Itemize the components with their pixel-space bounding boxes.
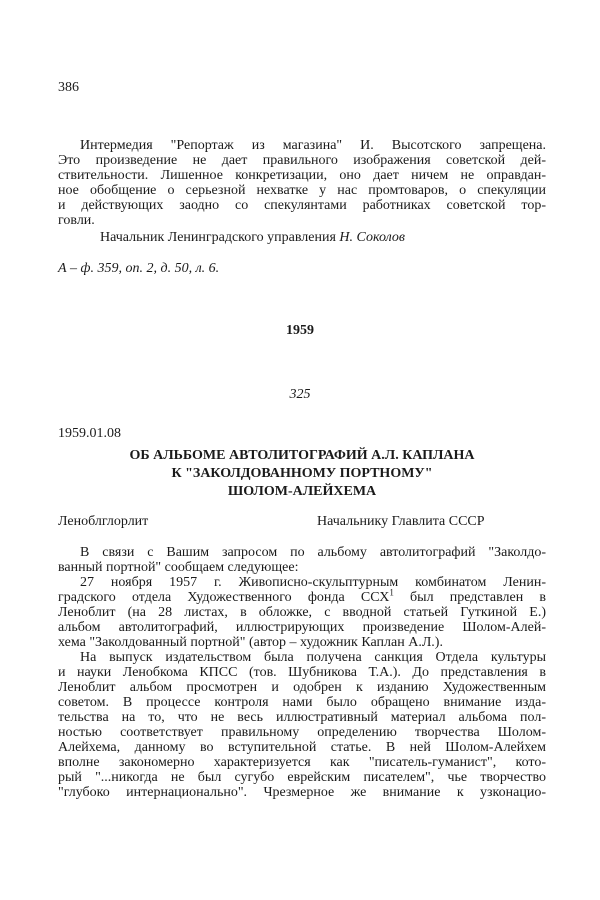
- footnote-marker[interactable]: 1: [389, 587, 394, 598]
- previous-document-text: [58, 138, 546, 245]
- text-line: На выпуск издательством была получена санкция Отдела культуры: [80, 650, 546, 665]
- signature-title: Начальник Ленинградского управления: [100, 230, 336, 245]
- title-line: ОБ АЛЬБОМЕ АВТОЛИТОГРАФИЙ А.Л. КАПЛАНА: [129, 448, 475, 463]
- document-title: [58, 447, 546, 501]
- text-line: Леноблит (на 28 листах, в обложке, с вводной статьей Гуткиной Е.): [58, 605, 546, 620]
- text-line: ванный портной" сообщаем следующее:: [58, 560, 299, 575]
- text-line: советом. В процессе контроля нами было обращено внимание изда-: [58, 695, 546, 710]
- page-number: 386: [58, 80, 79, 95]
- text-line: вполне закономерно характеризуется как "писатель-гуманист", кото-: [58, 755, 546, 770]
- signature-name: Н. Соколов: [339, 230, 405, 245]
- text-fragment: был представлен в: [393, 590, 547, 605]
- text-line: В связи с Вашим запросом по альбому автолитографий "Заколдо-: [80, 545, 546, 560]
- text-line: рый "...никогда не был сугубо еврейским писателем", чье творчество: [58, 770, 546, 785]
- document-body: [58, 545, 546, 800]
- title-line: К "ЗАКОЛДОВАННОМУ ПОРТНОМУ": [171, 466, 433, 481]
- text-line: Интермедия "Репортаж из магазина" И. Высотского запрещена.: [80, 138, 546, 153]
- document-date: 1959.01.08: [58, 426, 121, 441]
- text-line: Это произведение не дает правильного изображения советской дей-: [58, 153, 546, 168]
- text-line: тельства на то, что не весь иллюстративный материал альбома пол-: [58, 710, 546, 725]
- title-line: ШОЛОМ-АЛЕЙХЕМА: [227, 484, 377, 499]
- sender: Леноблглорлит: [58, 514, 149, 529]
- recipient: Начальнику Главлита СССР: [317, 514, 485, 529]
- text-line: и действующих заодно со спекулянтами работниках советской тор-: [58, 198, 546, 213]
- text-line: ствительности. Лишенное конкретизации, оно дает ничем не оправдан-: [58, 168, 546, 183]
- text-line: говли.: [58, 213, 95, 228]
- text-line: 27 ноября 1957 г. Живописно-скульптурным комбинатом Ленин-: [80, 575, 546, 590]
- text-fragment: градского отдела Художественного фонда ССХ: [58, 590, 390, 605]
- text-line: и науки Ленобкома КПСС (тов. Шубникова Т.А.). До представления в: [58, 665, 546, 680]
- text-line: ное обобщение о серьезной нехватке у нас промтоваров, о спекуляции: [58, 183, 546, 198]
- year-heading: 1959: [286, 323, 314, 338]
- archive-reference: А – ф. 359, оп. 2, д. 50, л. 6.: [58, 261, 220, 276]
- text-line: альбом автолитографий, иллюстрирующих произведение Шолом-Алей-: [58, 620, 546, 635]
- text-line: ностью соответствует правильному определению творчества Шолом-: [58, 725, 546, 740]
- text-line: хема "Заколдованный портной" (автор – художник Каплан А.Л.).: [58, 635, 443, 650]
- text-line: "глубоко интернационально". Чрезмерное же внимание к узконацио-: [58, 785, 546, 800]
- text-line: [58, 587, 547, 605]
- signature: [58, 230, 546, 245]
- text-line: Леноблит альбом просмотрен и одобрен к изданию Художественным: [58, 680, 546, 695]
- document-number: 325: [289, 387, 311, 402]
- text-line: Алейхема, данному во вступительной статье. В ней Шолом-Алейхем: [58, 740, 546, 755]
